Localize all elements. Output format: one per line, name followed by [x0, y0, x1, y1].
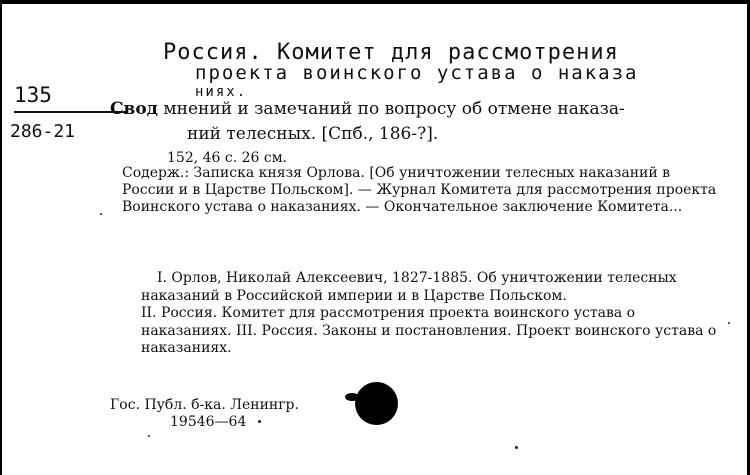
ink-speck: [258, 420, 261, 423]
handwritten-heading-line-3: ниях.: [195, 84, 248, 100]
ink-speck: [100, 213, 102, 215]
tracing-rest: II. Россия. Комитет для рассмотрения проекта воинского устава о наказаниях. III. Россия. Законы и постановления. Проект воинского устава о наказаниях.: [141, 305, 717, 356]
title-line-2: ний телесных. [Спб., 186-?].: [187, 124, 439, 144]
call-number-top: 135: [14, 83, 52, 107]
title-line-1-rest: мнений и замечаний по вопросу об отмене наказа-: [158, 99, 625, 119]
card-top-edge: [0, 0, 750, 4]
contents-note: Содерж.: Записка князя Орлова. [Об уничтожении телесных наказаний в России и в Царстве Польском]. — Журнал Комитета для рассмотрения проекта Воинского устава о наказаниях. — Окончательное заключение Комитета...: [122, 165, 717, 215]
ink-speck: [148, 435, 150, 437]
ink-speck: [515, 446, 518, 449]
ink-blot: [355, 382, 398, 425]
ink-speck: [728, 322, 730, 324]
handwritten-heading-line-2: проекта воинского устава о наказа: [195, 62, 639, 84]
title-first-word: Свод: [110, 99, 159, 119]
card-left-edge: [0, 0, 2, 475]
call-number-bottom: 286-21: [10, 121, 76, 142]
collation: 152, 46 с. 26 см.: [167, 150, 288, 166]
library-number: 19546—64: [170, 414, 247, 430]
title-line-1: [110, 99, 625, 119]
ink-blot-smear: [345, 393, 359, 401]
library-name: Гос. Публ. б-ка. Ленингр.: [110, 397, 299, 413]
tracing-first: I. Орлов, Николай Алексеевич, 1827-1885. Об уничтожении телесных наказаний в Российской империи и в Царстве Польском.: [141, 270, 677, 304]
handwritten-heading-line-1: Россия. Комитет для рассмотрения: [163, 40, 619, 65]
tracings: [141, 270, 721, 358]
